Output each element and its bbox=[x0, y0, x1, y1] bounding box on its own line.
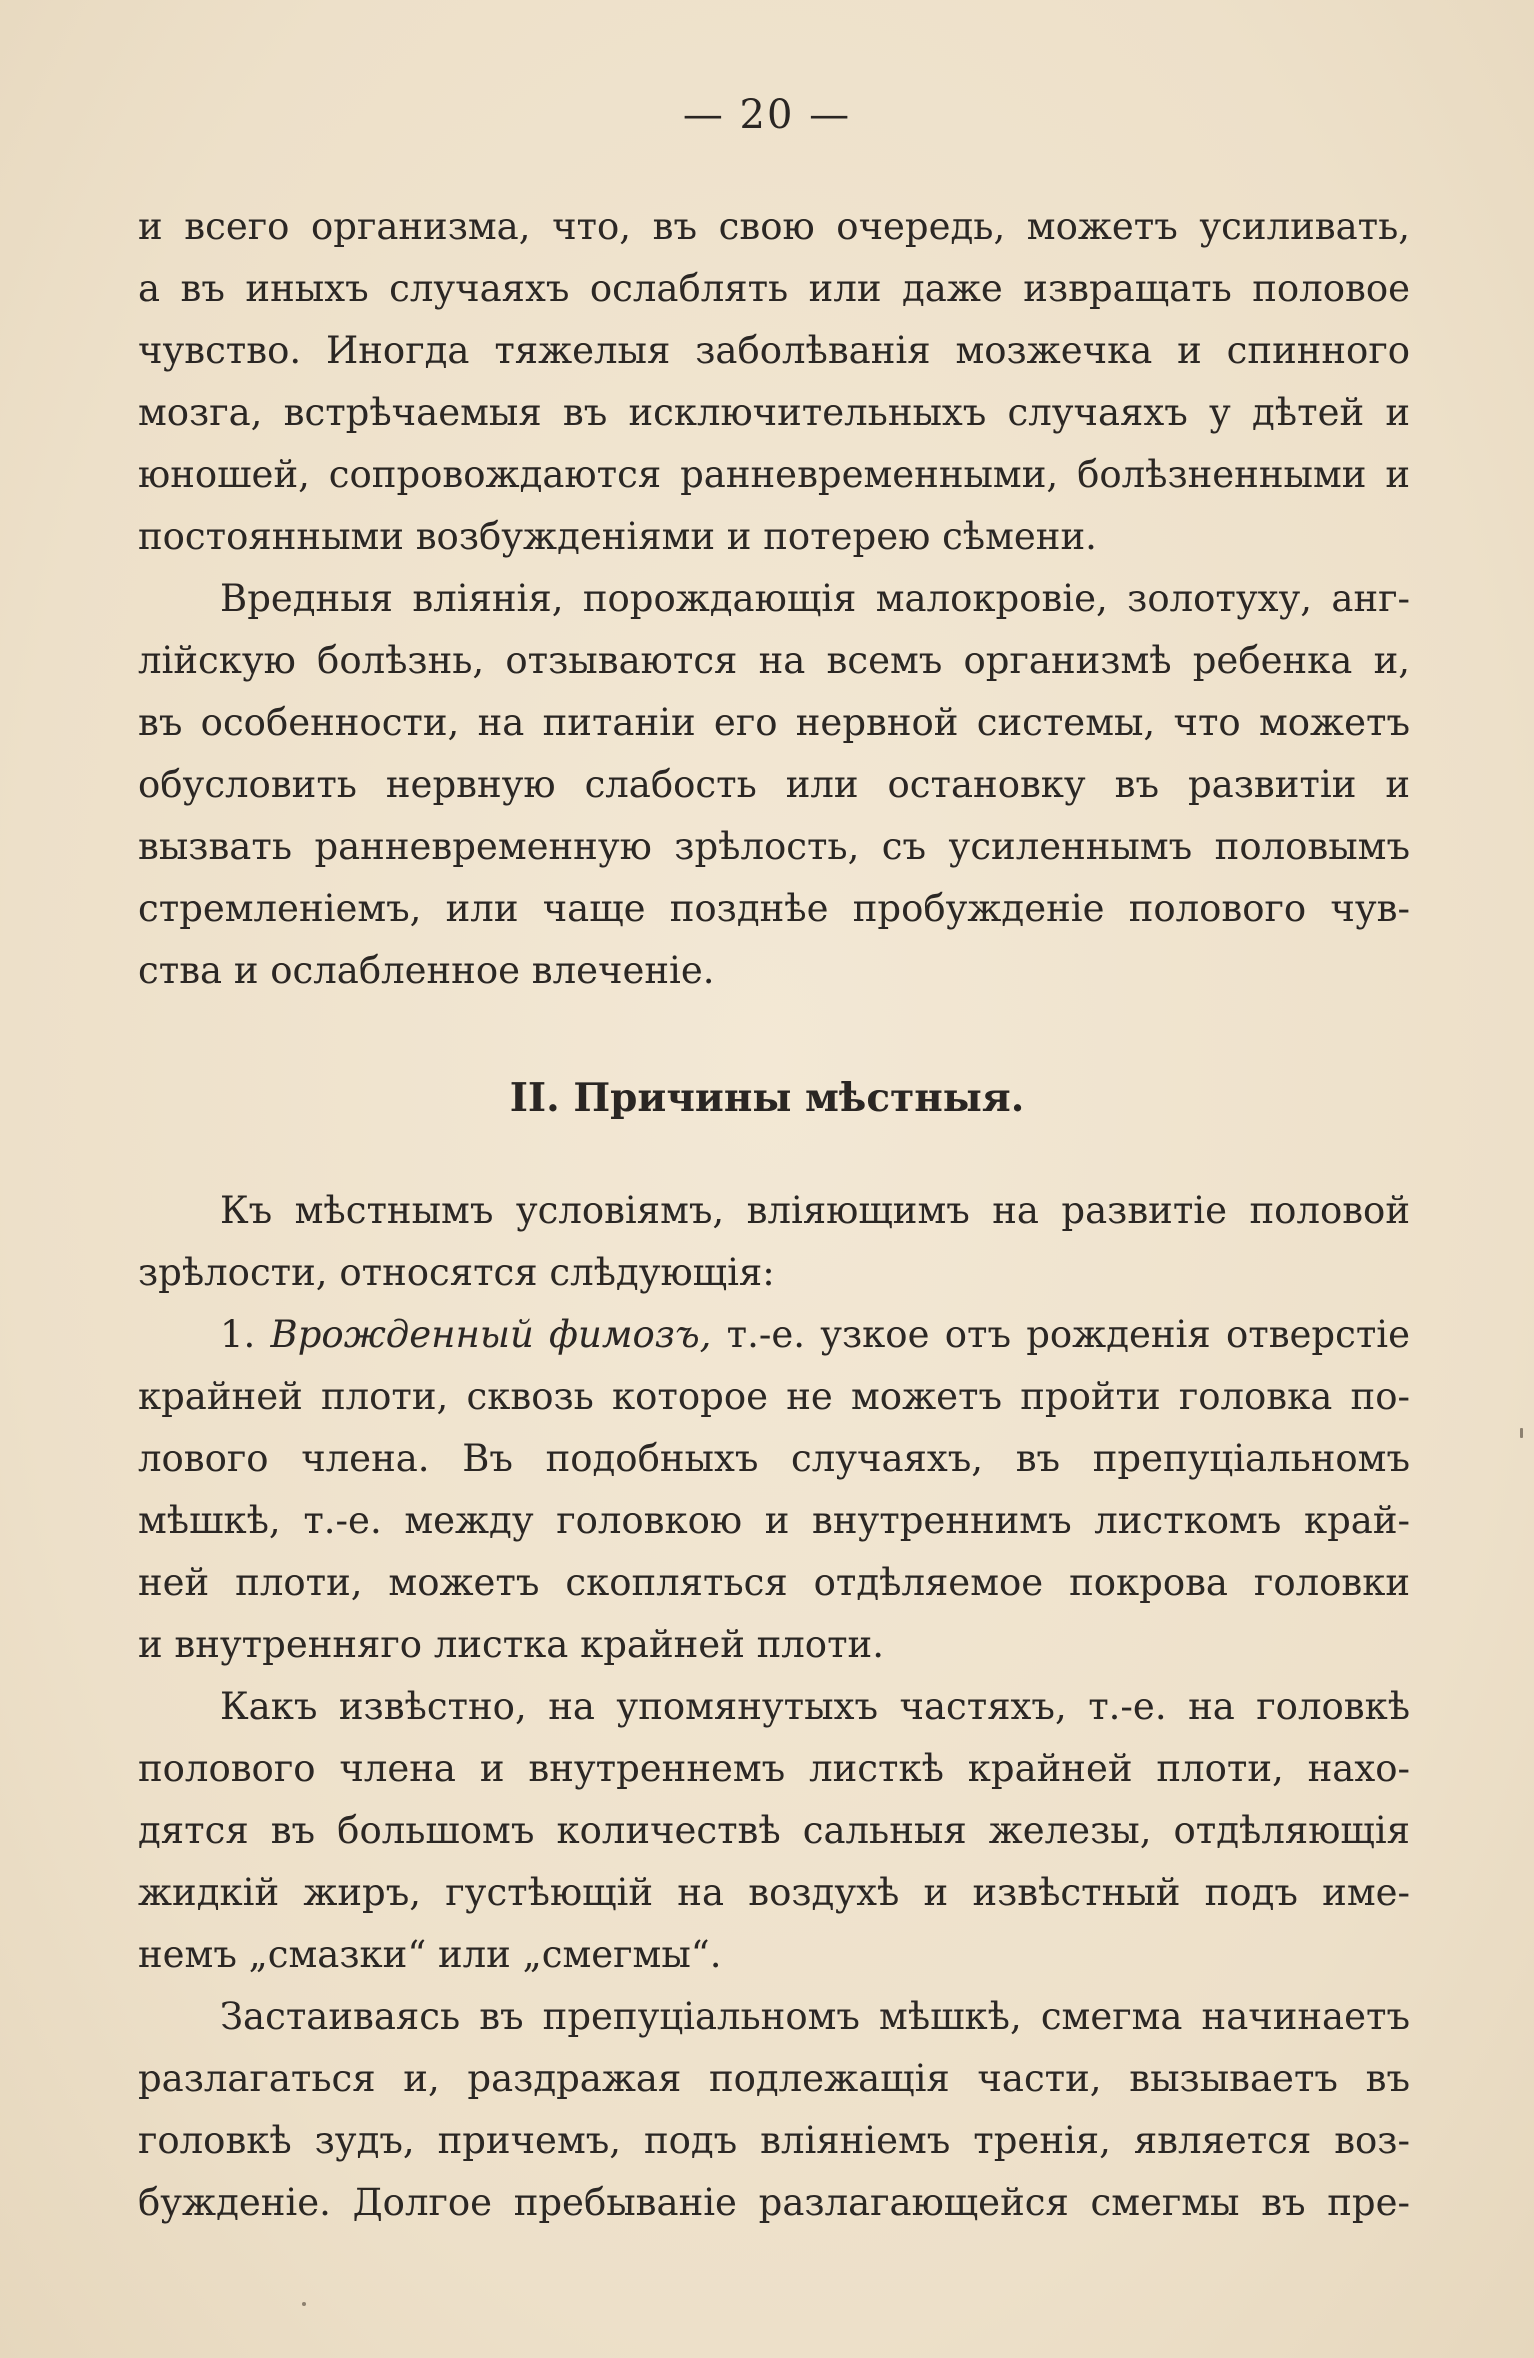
item-text: т.-е. узкое отъ рожденія отверстіе bbox=[726, 1313, 1411, 1356]
text-line: немъ „смазки“ или „смегмы“. bbox=[138, 1933, 722, 1976]
paragraph-glands bbox=[138, 1676, 1410, 1986]
text-line: Застаиваясь въ препуціальномъ мѣшкѣ, смегма начинаетъ bbox=[220, 1995, 1410, 2038]
text-line: а въ иныхъ случаяхъ ослаблять или даже извращать половое bbox=[138, 267, 1410, 310]
text-line: зрѣлости, относятся слѣдующія: bbox=[138, 1251, 775, 1294]
text-line: постоянными возбужденіями и потерею сѣмени. bbox=[138, 515, 1097, 558]
paragraph-harmful-influences bbox=[138, 568, 1410, 1002]
paragraph-continuation bbox=[138, 196, 1410, 568]
text-line: обусловить нервную слабость или остановку въ развитіи и bbox=[138, 763, 1410, 806]
text-line: стремленіемъ, или чаще позднѣе пробужденіе полового чув- bbox=[138, 887, 1410, 930]
text-line: въ особенности, на питаніи его нервной системы, что можетъ bbox=[138, 701, 1410, 744]
item-number: 1. bbox=[220, 1313, 256, 1356]
page-number: — 20 — bbox=[682, 92, 852, 138]
text-line: лійскую болѣзнь, отзываются на всемъ организмѣ ребенка и, bbox=[138, 639, 1410, 682]
paper-speck bbox=[302, 2302, 306, 2306]
paragraph-smegma bbox=[138, 1986, 1410, 2234]
text-line: Вредныя вліянія, порождающія малокровіе, золотуху, анг- bbox=[220, 577, 1410, 620]
text-line: юношей, сопровождаются ранневременными, болѣзненными и bbox=[138, 453, 1410, 496]
text-line: вызвать ранневременную зрѣлость, съ усиленнымъ половымъ bbox=[138, 825, 1410, 868]
text-line: ства и ослабленное влеченіе. bbox=[138, 949, 715, 992]
text-line: головкѣ зудъ, причемъ, подъ вліяніемъ тренія, является воз- bbox=[138, 2119, 1410, 2162]
text-line: мѣшкѣ, т.-е. между головкою и внутреннимъ листкомъ край- bbox=[138, 1499, 1410, 1542]
paragraph-local-conditions bbox=[138, 1180, 1410, 1304]
paper-speck bbox=[1520, 1428, 1523, 1438]
text-line: крайней плоти, сквозь которое не можетъ пройти головка по- bbox=[138, 1375, 1410, 1418]
text-line: мозга, встрѣчаемыя въ исключительныхъ случаяхъ у дѣтей и bbox=[138, 391, 1410, 434]
list-item-phimosis bbox=[138, 1304, 1410, 1676]
text-line: ней плоти, можетъ скопляться отдѣляемое покрова головки bbox=[138, 1561, 1410, 1604]
text-line: бужденіе. Долгое пребываніе разлагающейся смегмы въ пре- bbox=[138, 2181, 1410, 2224]
item-term: Врожденный фимозъ, bbox=[270, 1313, 712, 1356]
text-line: дятся въ большомъ количествѣ сальныя железы, отдѣляющія bbox=[138, 1809, 1410, 1852]
text-line: разлагаться и, раздражая подлежащія части, вызываетъ въ bbox=[138, 2057, 1410, 2100]
text-line: чувство. Иногда тяжелыя заболѣванія мозжечка и спинного bbox=[138, 329, 1410, 372]
text-line: Къ мѣстнымъ условіямъ, вліяющимъ на развитіе половой bbox=[220, 1189, 1410, 1232]
text-line bbox=[138, 1304, 1410, 1366]
text-line: лового члена. Въ подобныхъ случаяхъ, въ препуціальномъ bbox=[138, 1437, 1410, 1480]
text-line: и всего организма, что, въ свою очередь, можетъ усиливать, bbox=[138, 205, 1410, 248]
section-heading: II. Причины мѣстныя. bbox=[509, 1075, 1025, 1121]
text-line: полового члена и внутреннемъ листкѣ крайней плоти, нахо- bbox=[138, 1747, 1410, 1790]
text-line: Какъ извѣстно, на упомянутыхъ частяхъ, т.-е. на головкѣ bbox=[220, 1685, 1410, 1728]
text-line: и внутренняго листка крайней плоти. bbox=[138, 1623, 884, 1666]
text-line: жидкій жиръ, густѣющій на воздухѣ и извѣстный подъ име- bbox=[138, 1871, 1410, 1914]
